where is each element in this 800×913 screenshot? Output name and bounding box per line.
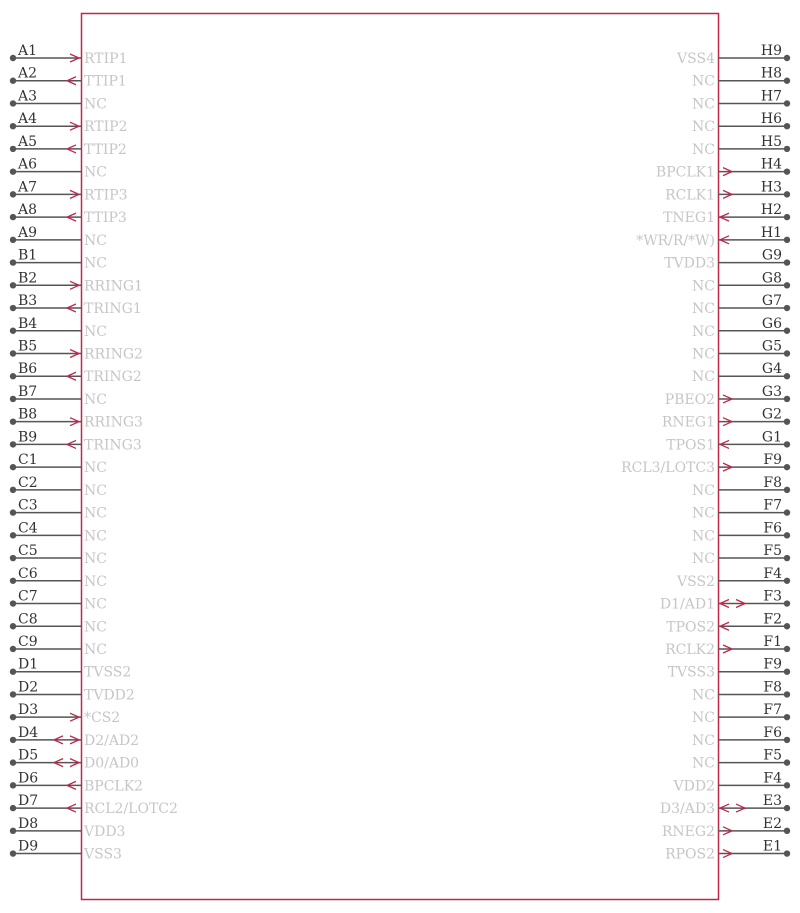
pin-number: G8 [761,270,782,287]
pin-number: F8 [763,474,782,491]
pin-number: E1 [762,838,782,855]
pin-number: A1 [18,43,38,59]
pin-number: D4 [18,724,39,741]
pin-endpoint-dot [784,441,790,447]
pin-name: NC [84,573,107,590]
pin-endpoint-dot [784,578,790,584]
pin-number: F9 [763,452,782,469]
pin-endpoint-dot [10,305,16,311]
pin-endpoint-dot [784,328,790,334]
pin-number: F3 [763,588,782,605]
pin-name: RTIP2 [84,119,128,136]
pin-name: *WR/R/*W) [636,232,715,249]
pin-name: RNEG1 [661,414,715,431]
pin-endpoint-dot [10,669,16,675]
pin-number: H8 [760,65,782,82]
pin-endpoint-dot [784,418,790,424]
pin-name: NC [692,141,715,158]
pin-name: D3/AD3 [659,801,715,818]
pin-number: D3 [18,702,39,719]
pin-name: NC [84,391,107,408]
pin-endpoint-dot [10,487,16,493]
pin-number: D9 [18,838,39,855]
pin-number: H5 [760,133,782,150]
pin-endpoint-dot [784,350,790,356]
pin-number: C4 [18,520,38,537]
pin-name: NC [84,255,107,272]
pin-name: NC [692,687,715,704]
pin-number: H2 [760,202,782,219]
pin-number: F9 [763,656,782,673]
pin-endpoint-dot [10,282,16,288]
pin-endpoint-dot [784,555,790,561]
pin-endpoint-dot [10,805,16,811]
pin-name: RCLK1 [665,187,715,204]
pin-name: VSS3 [84,846,122,863]
pin-name: NC [692,755,715,772]
pin-endpoint-dot [10,578,16,584]
pin-number: C1 [18,452,38,469]
pin-number: G1 [761,429,782,446]
pin-endpoint-dot [784,828,790,834]
pin-name: NC [692,732,715,749]
pin-endpoint-dot [784,55,790,61]
pin-name: RCL2/LOTC2 [84,801,178,818]
pin-number: F4 [763,770,782,787]
pin-number: B6 [18,361,38,378]
pin-number: F1 [763,633,782,650]
pin-name: *CS2 [84,710,121,727]
pin-endpoint-dot [10,168,16,174]
pin-number: H7 [760,88,782,105]
pin-name: NC [692,96,715,113]
pin-name: D1/AD1 [659,596,715,613]
pin-endpoint-dot [10,600,16,606]
pin-number: B2 [18,270,38,287]
pin-name: RRING1 [84,278,143,295]
pin-name: NC [84,641,107,658]
pin-name: D0/AD0 [84,755,140,772]
pin-name: NC [84,96,107,113]
pin-name: TPOS1 [666,437,715,454]
pin-number: D2 [18,679,39,696]
pin-endpoint-dot [10,259,16,265]
pin-name: TRING2 [84,369,142,386]
pin-name: TNEG1 [663,210,715,227]
pin-endpoint-dot [784,646,790,652]
pin-name: TPOS2 [666,619,715,636]
pin-number: H9 [760,43,782,59]
pin-name: NC [692,482,715,499]
pin-endpoint-dot [784,396,790,402]
pin-number: D7 [18,793,39,810]
pin-number: E3 [762,793,782,810]
pin-endpoint-dot [784,669,790,675]
pin-name: VSS4 [677,51,715,67]
pin-number: F8 [763,679,782,696]
pin-name: RTIP1 [84,51,128,67]
pin-endpoint-dot [10,55,16,61]
pin-name: PBEO2 [664,391,715,408]
pin-endpoint-dot [10,850,16,856]
pin-endpoint-dot [10,691,16,697]
pin-number: B8 [18,406,38,423]
pin-endpoint-dot [10,714,16,720]
pin-number: G6 [761,315,782,332]
pin-name: NC [84,232,107,249]
pin-number: B1 [18,247,38,264]
pin-number: F2 [763,611,782,628]
pin-number: D6 [18,770,39,787]
pin-name: TVDD3 [664,255,715,272]
pin-number: F6 [763,724,782,741]
pin-number: C7 [18,588,38,605]
pin-number: C6 [18,565,38,582]
pin-name: NC [692,551,715,568]
pin-number: A2 [18,65,38,82]
pin-name: NC [692,505,715,522]
pin-endpoint-dot [10,146,16,152]
pin-endpoint-dot [784,282,790,288]
pin-name: NC [84,460,107,477]
pin-number: H6 [760,111,782,128]
pin-endpoint-dot [10,214,16,220]
pin-endpoint-dot [784,78,790,84]
pin-name: VSS2 [677,573,715,590]
pin-endpoint-dot [10,100,16,106]
pin-name: NC [84,505,107,522]
pin-name: NC [692,119,715,136]
pin-endpoint-dot [784,373,790,379]
pin-endpoint-dot [784,146,790,152]
pin-number: F6 [763,520,782,537]
pin-endpoint-dot [10,78,16,84]
pin-number: C5 [18,543,38,560]
pin-name: VDD3 [84,823,126,840]
pin-number: F5 [763,747,782,764]
pin-endpoint-dot [784,487,790,493]
pin-number: A5 [18,133,38,150]
pin-name: RCL3/LOTC3 [621,460,715,477]
pin-name: NC [692,73,715,90]
pin-endpoint-dot [784,237,790,243]
pin-number: H3 [760,179,782,196]
pin-endpoint-dot [10,328,16,334]
pin-name: BPCLK2 [84,778,144,795]
pin-number: G9 [761,247,782,264]
pin-name: NC [84,482,107,499]
pin-number: G4 [761,361,782,378]
pin-name: TRING1 [84,301,142,318]
pin-name: NC [692,528,715,545]
pin-name: NC [692,278,715,295]
pin-name: TVSS3 [667,664,715,681]
pin-name: NC [84,164,107,181]
pin-number: D5 [18,747,39,764]
pin-endpoint-dot [10,509,16,515]
pin-name: RNEG2 [661,823,715,840]
pin-endpoint-dot [10,396,16,402]
pin-number: G3 [761,383,782,400]
pin-endpoint-dot [784,691,790,697]
pin-endpoint-dot [10,464,16,470]
pin-endpoint-dot [784,850,790,856]
pin-name: NC [84,528,107,545]
pin-number: A6 [18,156,38,173]
pin-endpoint-dot [10,441,16,447]
pin-endpoint-dot [784,305,790,311]
pin-number: A9 [18,224,38,241]
pin-name: TTIP2 [84,141,127,158]
pin-number: B9 [18,429,38,446]
pin-endpoint-dot [784,123,790,129]
pin-name: BPCLK1 [655,164,715,181]
pin-name: NC [692,301,715,318]
pin-name: RCLK2 [665,641,715,658]
pin-number: A7 [18,179,38,196]
pin-endpoint-dot [784,714,790,720]
pin-endpoint-dot [10,237,16,243]
pin-endpoint-dot [784,509,790,515]
pin-number: G5 [761,338,782,355]
pin-number: F7 [763,702,782,719]
pin-number: F4 [763,565,782,582]
pin-number: B7 [18,383,38,400]
pin-number: B5 [18,338,38,355]
pin-name: NC [692,323,715,340]
pin-name: TRING3 [84,437,142,454]
pin-endpoint-dot [10,555,16,561]
pin-number: D8 [18,815,39,832]
pin-number: C9 [18,633,38,650]
pin-name: RPOS2 [665,846,715,863]
pin-name: D2/AD2 [84,732,140,749]
pin-endpoint-dot [784,259,790,265]
pin-endpoint-dot [784,759,790,765]
pin-endpoint-dot [10,828,16,834]
pin-name: NC [84,596,107,613]
pin-name: RTIP3 [84,187,128,204]
pin-number: H1 [760,224,782,241]
pin-endpoint-dot [10,123,16,129]
pin-endpoint-dot [784,168,790,174]
pin-endpoint-dot [10,532,16,538]
pin-endpoint-dot [784,214,790,220]
pin-name: RRING3 [84,414,143,431]
pin-name: VDD2 [673,778,715,795]
pin-endpoint-dot [10,418,16,424]
pin-endpoint-dot [10,623,16,629]
pin-number: A4 [18,111,38,128]
pin-number: A8 [18,202,38,219]
pin-endpoint-dot [784,100,790,106]
pin-endpoint-dot [784,464,790,470]
pin-number: B3 [18,293,38,310]
pin-name: TTIP3 [84,210,127,227]
pin-number: H4 [760,156,782,173]
pin-endpoint-dot [10,191,16,197]
pin-number: D1 [18,656,39,673]
pin-name: NC [84,551,107,568]
pin-endpoint-dot [10,646,16,652]
pin-number: G2 [761,406,782,423]
pin-number: B4 [18,315,38,332]
pin-endpoint-dot [784,782,790,788]
pin-number: G7 [761,293,782,310]
pin-endpoint-dot [10,759,16,765]
pin-number: C8 [18,611,38,628]
pin-endpoint-dot [10,373,16,379]
pin-number: F5 [763,543,782,560]
pin-name: NC [692,710,715,727]
pin-name: RRING2 [84,346,143,363]
pin-number: C3 [18,497,38,514]
pin-name: NC [692,369,715,386]
pin-name: TVDD2 [84,687,135,704]
pin-endpoint-dot [784,532,790,538]
pin-name: TVSS2 [84,664,132,681]
pin-endpoint-dot [10,782,16,788]
pin-name: NC [84,619,107,636]
pin-endpoint-dot [784,805,790,811]
pin-endpoint-dot [784,623,790,629]
pin-endpoint-dot [10,350,16,356]
pin-endpoint-dot [784,191,790,197]
pin-number: C2 [18,474,38,491]
pin-endpoint-dot [784,600,790,606]
pin-name: TTIP1 [84,73,127,90]
pin-endpoint-dot [10,737,16,743]
pin-number: A3 [18,88,38,105]
pin-endpoint-dot [784,737,790,743]
pin-number: F7 [763,497,782,514]
pin-number: E2 [762,815,782,832]
pin-name: NC [84,323,107,340]
pin-name: NC [692,346,715,363]
